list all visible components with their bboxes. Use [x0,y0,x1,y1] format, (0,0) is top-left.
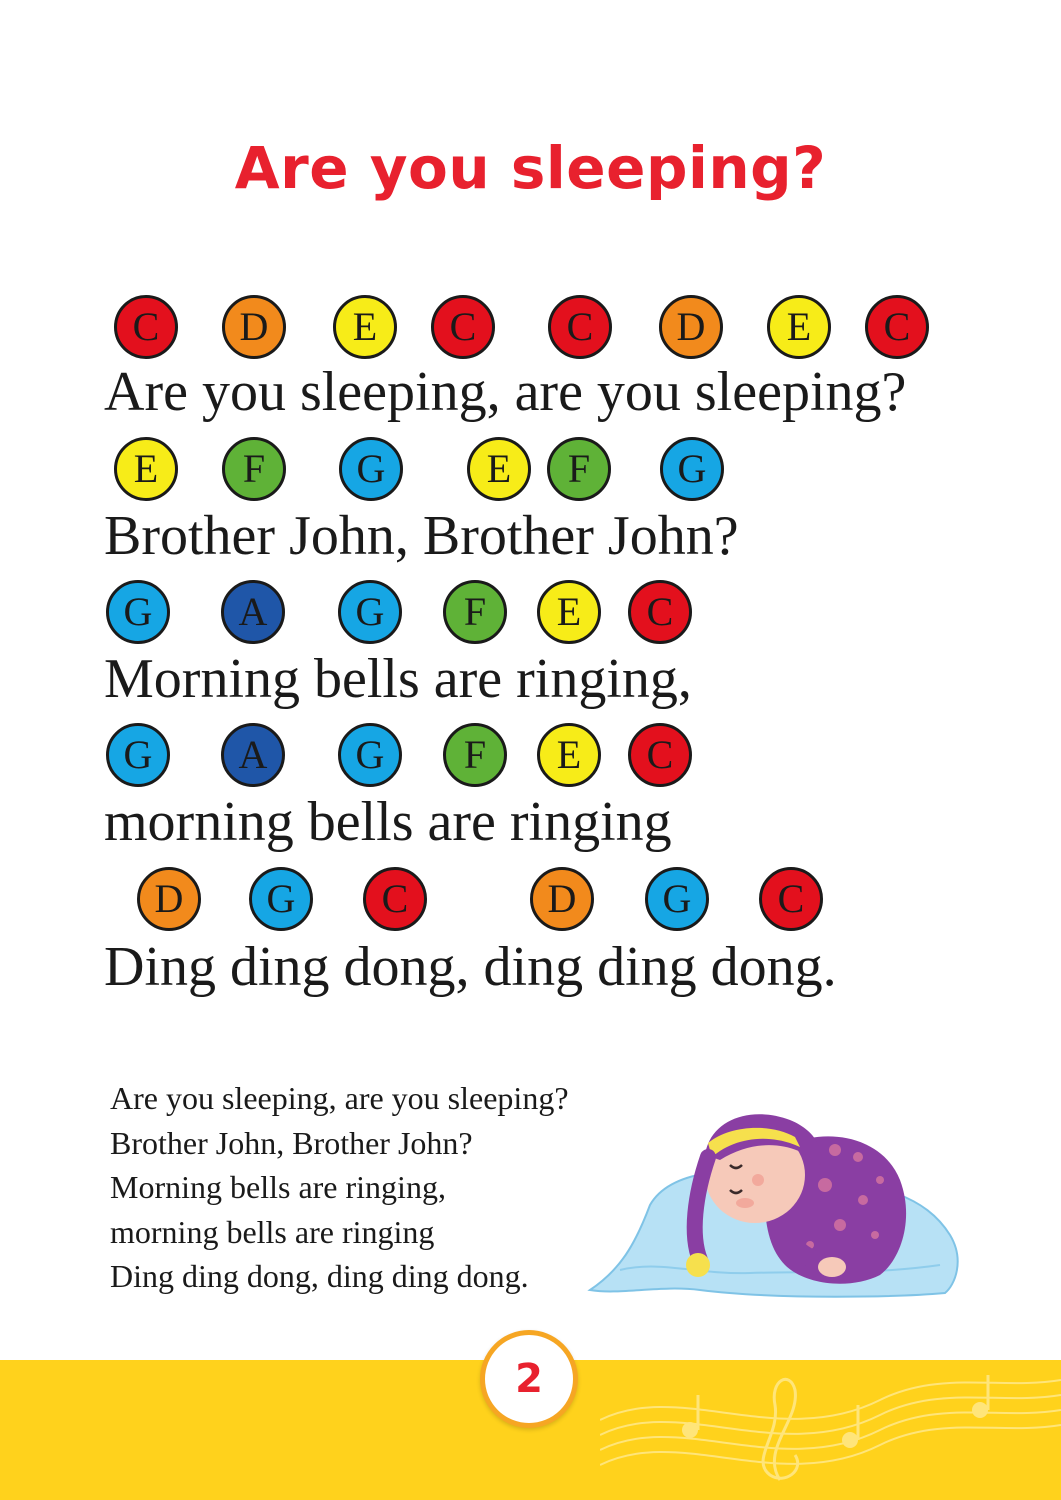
note-row-4 [0,723,1061,793]
note-row-5 [0,867,1061,937]
note-circle: G [660,437,724,501]
summary-line-2: Brother John, Brother John? [110,1124,473,1161]
note-circle: E [767,295,831,359]
note-row-1 [0,295,1061,365]
note-circle: G [645,867,709,931]
note-circle: C [548,295,612,359]
song-title: Are you sleeping? [234,134,827,202]
music-notes-decoration [600,1360,1061,1500]
lyric-line-2: Brother John, Brother John? [104,505,739,567]
note-circle: A [221,723,285,787]
summary-line-1: Are you sleeping, are you sleeping? [110,1080,569,1116]
lyric-line-1: Are you sleeping, are you sleeping? [104,361,907,423]
note-circle: C [759,867,823,931]
lyric-line-5: Ding ding dong, ding ding dong. [104,936,837,998]
note-circle: E [333,295,397,359]
note-circle: A [221,580,285,644]
summary-line-3: Morning bells are ringing, [110,1169,446,1205]
note-circle: E [537,723,601,787]
note-circle: G [339,437,403,501]
summary-line-5: Ding ding dong, ding ding dong. [110,1258,529,1294]
note-row-3 [0,580,1061,650]
note-circle: D [659,295,723,359]
note-circle: F [547,437,611,501]
note-circle: G [106,723,170,787]
note-circle: F [443,723,507,787]
page-number-badge: 2 [480,1330,578,1428]
note-circle: G [338,580,402,644]
note-circle: F [443,580,507,644]
note-circle: C [114,295,178,359]
note-circle: G [106,580,170,644]
note-circle: C [431,295,495,359]
note-circle: C [865,295,929,359]
note-circle: C [363,867,427,931]
summary-line-4: morning bells are ringing [110,1213,435,1250]
note-circle: G [338,723,402,787]
note-circle: E [114,437,178,501]
note-circle: D [222,295,286,359]
note-circle: E [467,437,531,501]
note-circle: C [628,723,692,787]
lyric-line-3: Morning bells are ringing, [104,648,692,710]
note-circle: F [222,437,286,501]
note-circle: C [628,580,692,644]
note-circle: D [137,867,201,931]
note-circle: D [530,867,594,931]
note-circle: E [537,580,601,644]
note-row-2 [0,437,1061,507]
sleeping-baby-illustration [580,1085,980,1305]
note-circle: G [249,867,313,931]
lyric-line-4: morning bells are ringing [104,791,672,853]
